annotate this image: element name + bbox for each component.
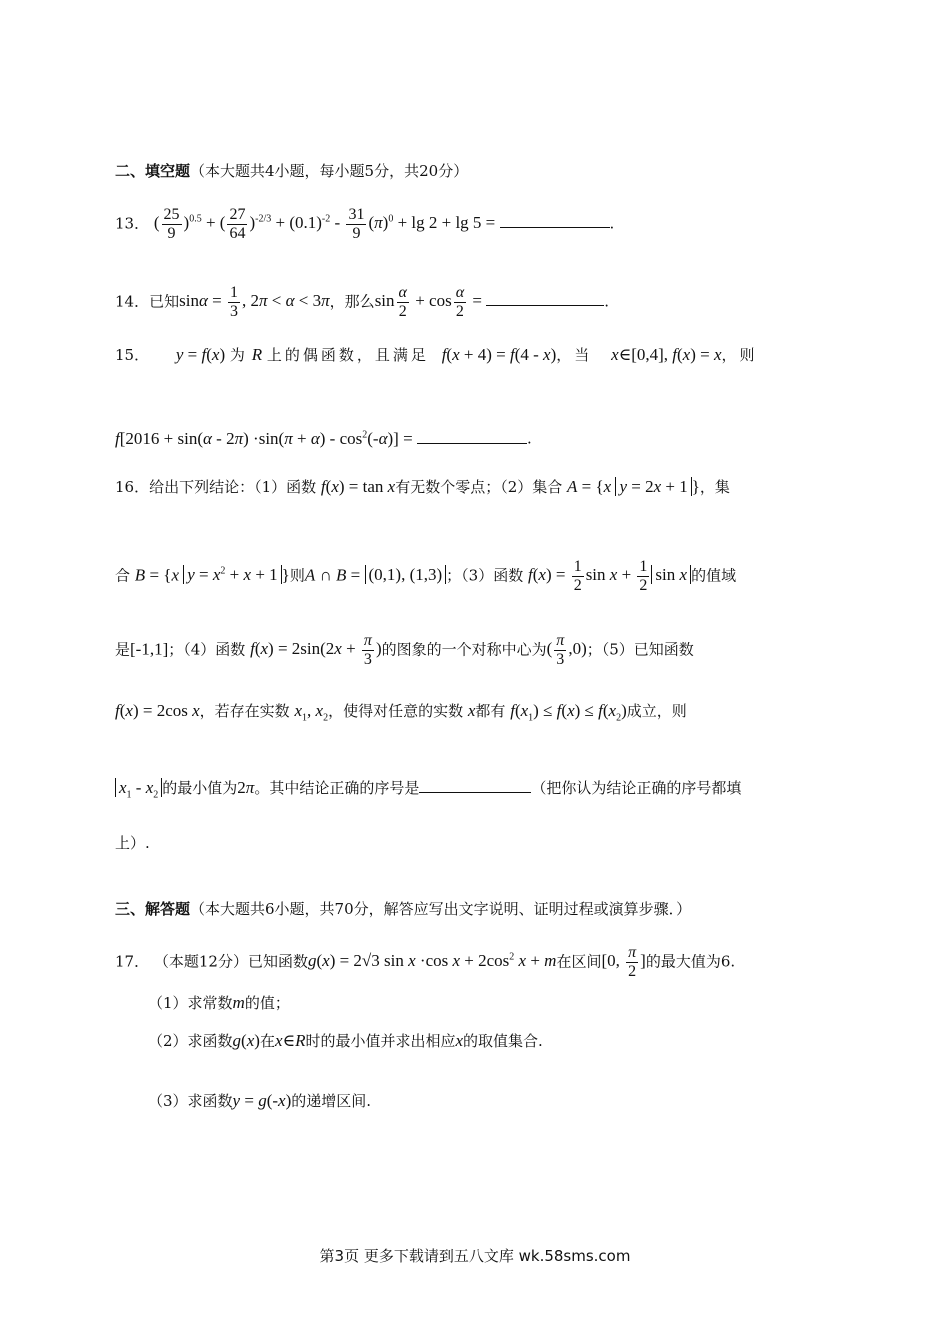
q13-expression: ( $\frac{25}{9}$ )$^{0.5}$ + ( $\frac{27}{64}$ )$^{-2/3} + (0.1)^{-2}$ - $\frac{31}{9}$ $(\pi)^0 + \lg 2 + \lg 5$ = [153, 206, 500, 242]
question-17-part-3: （3）求函数y = g(-x)的递增区间. [148, 1091, 372, 1110]
section-note: （本大题共4小题，每小题5分，共20分） [190, 162, 469, 180]
section-title: 二、填空题 [115, 162, 191, 180]
question-number: 15． [115, 346, 150, 364]
question-number: 17． [115, 952, 150, 971]
question-17-part-1: （1）求常数m的值； [148, 993, 290, 1012]
question-16-line-5: $x_1 - x_2$ 的最小值为2π。其中结论正确的序号是 （把你认为结论正确的序号都填 [115, 776, 840, 806]
answer-blank[interactable] [500, 211, 610, 228]
q14-condition: sinα = $\frac{1}{3}$ , 2π < α < 3π [179, 284, 330, 320]
question-16-line-2: 合 B = {x $y = x^2 + x + 1$ }则A ∩ B = (0,1), (1,3) ；（3）函数 f(x) = $\frac{1}{2}$ sin x + $\frac{1}{2}$ sin x 的值域 [115, 558, 737, 594]
question-16-line-4: f(x) = 2cos x，若存在实数 $x_1$, $x_2$，使得对任意的实数 x都有 $f(x_1) \le f(x) \le f(x_2)$成立，则 [115, 701, 687, 724]
question-16-line-6: 上）. [115, 834, 150, 852]
section-heading-solutions [115, 898, 840, 920]
question-17: 17． （本题12分）已知函数g(x) = 2√3 sin x ·cos $x + 2\cos^2$ x + m在区间[0, $\frac{\pi}{2}$ ]的最大值为6. [115, 944, 736, 980]
section-heading-fill-in [115, 160, 840, 182]
question-15: 15． y = f(x) 为 R 上的偶函数，且满足 f(x + 4) = f(4 - x)，当 x∈[0,4], f(x) = x，则 [115, 345, 758, 364]
section-title: 三、解答题 [115, 900, 191, 918]
question-number: 13． [115, 214, 150, 233]
question-number: 16． [115, 478, 150, 496]
question-16: 16．给出下列结论：（1）函数 f(x) = tan x有无数个零点；（2）集合 A = {x y = 2x + 1 }，集 [115, 477, 730, 496]
page-footer: 第3页 更多下载请到五八文库 wk.58sms.com [319, 1247, 631, 1265]
answer-blank[interactable] [417, 427, 527, 444]
question-17-part-2: （2）求函数g(x)在x∈R时的最小值并求出相应x的取值集合. [148, 1031, 543, 1050]
answer-blank[interactable] [419, 776, 531, 793]
q14-expression: sin $\frac{\alpha}{2}$ + cos $\frac{\alpha}{2}$ = [374, 284, 487, 320]
section-note: （本大题共6小题，共70分，解答应写出文字说明、证明过程或演算步骤．） [190, 900, 692, 918]
question-16-line-3: 是[-1,1]；（4）函数 f(x) = 2sin(2x + $\frac{\pi}{3}$ )的图象的一个对称中心为( $\frac{\pi}{3}$ ,0)；（5）已知函数 [115, 632, 694, 668]
question-14: 14．已知sinα = $\frac{1}{3}$ , 2π < α < 3π，那么sin $\frac{\alpha}{2}$ + cos $\frac{\alpha}{2}$ = . [115, 284, 609, 320]
question-13: 13． ( $\frac{25}{9}$ )$^{0.5}$ + ( $\frac{27}{64}$ )$^{-2/3} + (0.1)^{-2}$ - $\frac{31}{9}$ $(\pi)^0 + \lg 2 + \lg 5$ = . [115, 206, 615, 242]
answer-blank[interactable] [486, 289, 604, 306]
question-15-expression: $f[2016 + \sin(\alpha - 2\pi) \cdot\sin(\pi + \alpha) - \cos^2(-\alpha)]$ = . [115, 428, 532, 448]
question-number: 14． [115, 292, 150, 311]
